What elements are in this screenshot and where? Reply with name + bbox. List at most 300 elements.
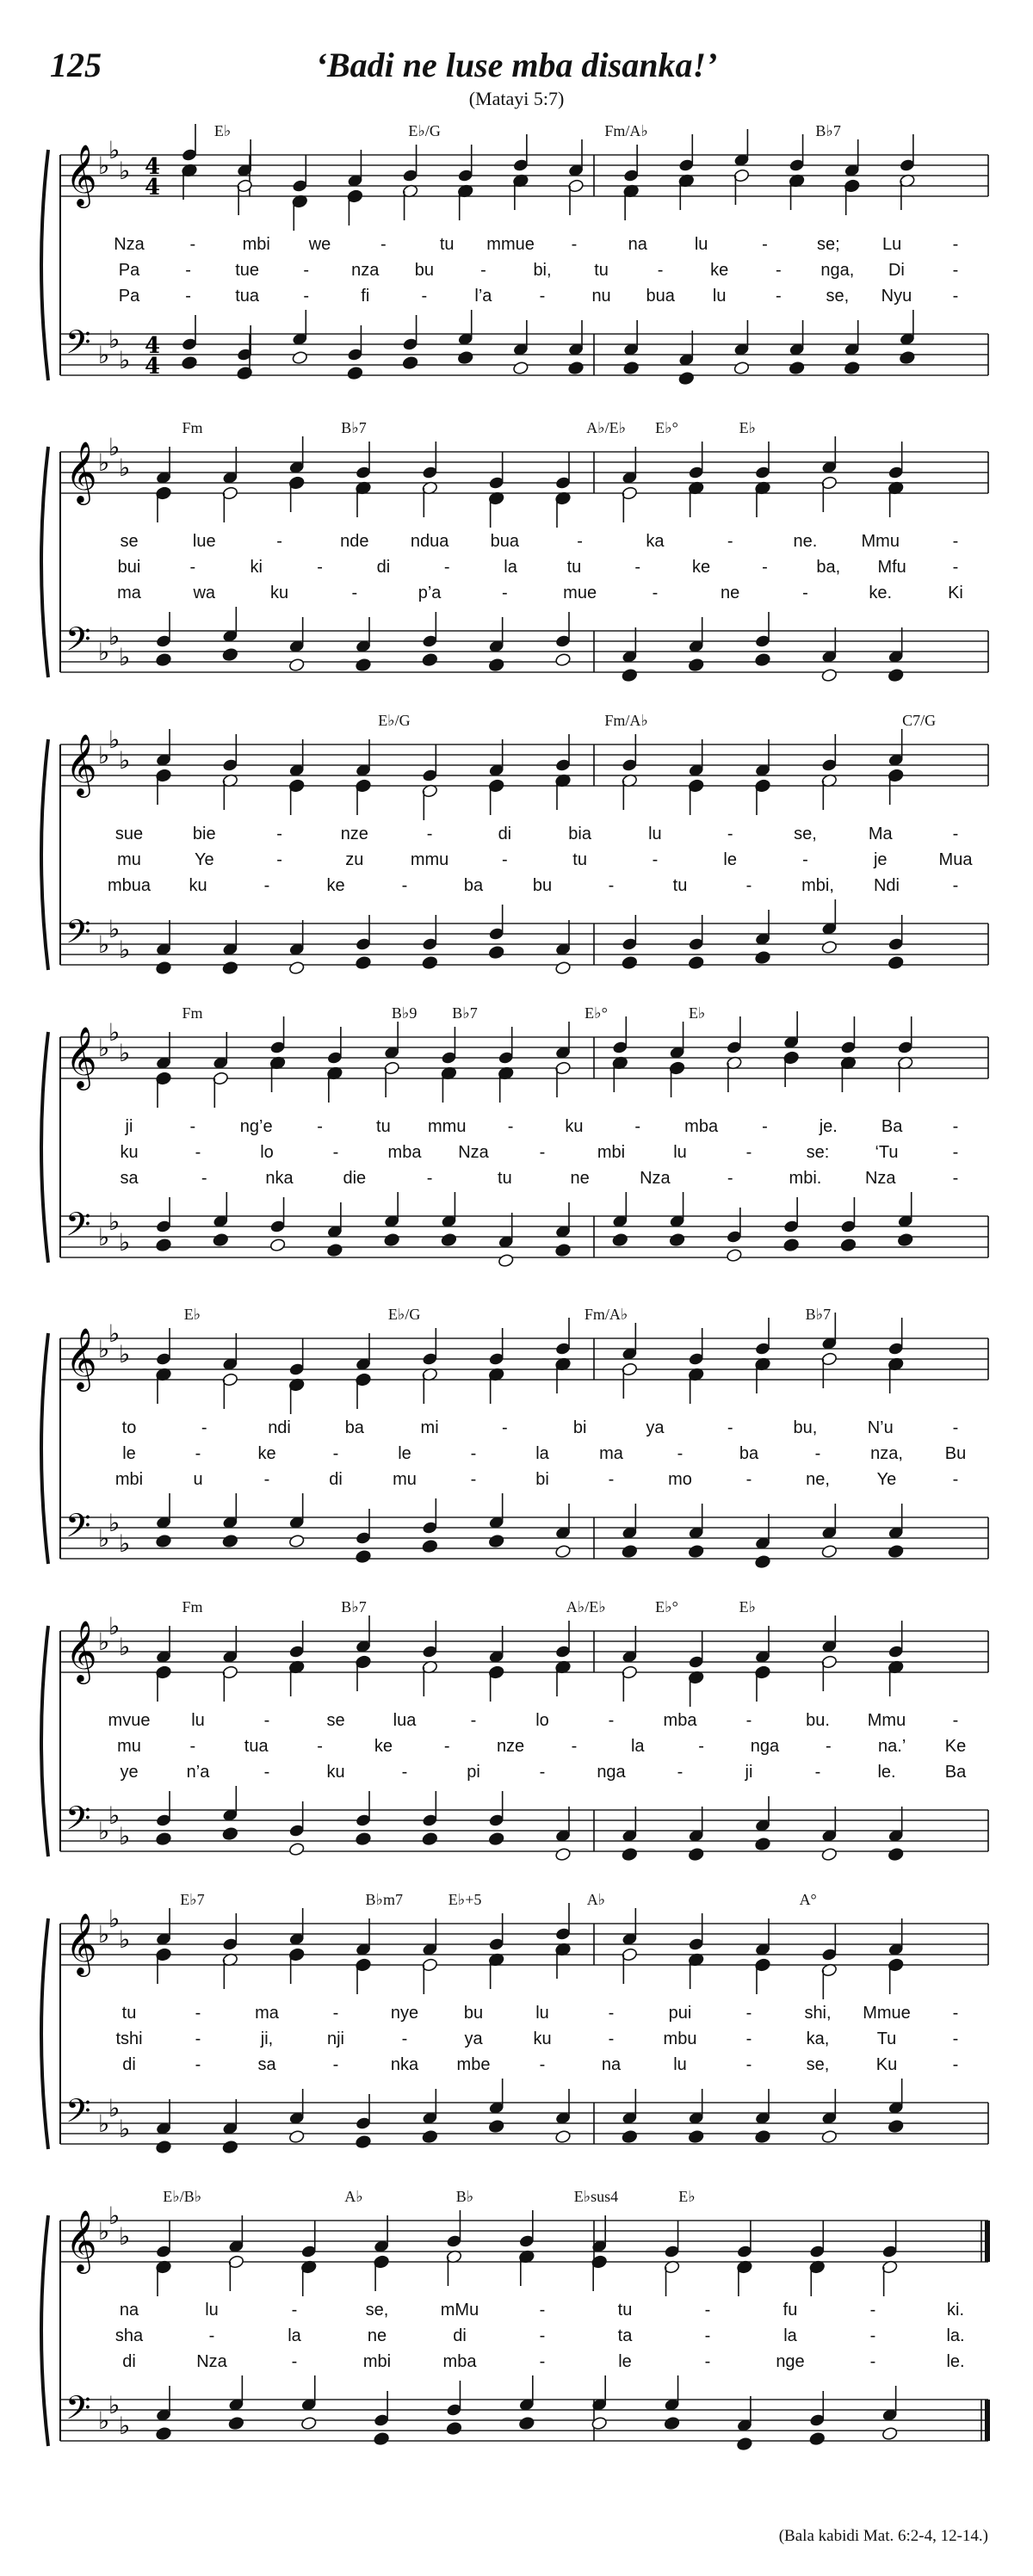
- note-head: [422, 1832, 438, 1846]
- lyric-syllable: tu: [498, 1169, 512, 1188]
- lyric-hyphen: -: [351, 584, 358, 602]
- flat-icon: ♭: [108, 915, 121, 943]
- chord-symbol: E♭sus4: [573, 2188, 619, 2205]
- lyric-syllable: nza: [351, 261, 380, 280]
- lyric-syllable: mbi: [114, 1470, 144, 1489]
- lyric-syllable: se: [120, 532, 139, 551]
- lyric-syllable: mu: [117, 1737, 141, 1756]
- lyric-hyphen: -: [745, 1470, 752, 1489]
- flat-icon: ♭: [108, 1509, 121, 1537]
- note-head: [422, 1539, 438, 1554]
- lyric-syllable: ji,: [260, 2029, 274, 2048]
- lyric-hyphen: -: [276, 850, 282, 869]
- note-head: [736, 2437, 752, 2451]
- lyric-syllable: la: [288, 2326, 301, 2345]
- lyric-hyphen: -: [189, 1117, 196, 1136]
- treble-staff: [60, 726, 988, 798]
- lyric-syllable: se,: [826, 287, 850, 306]
- lyric-hyphen: -: [332, 1444, 339, 1463]
- lyric-syllable: nga: [750, 1737, 780, 1756]
- lyric-syllable: shi,: [804, 2004, 832, 2023]
- lyric-hyphen: -: [380, 235, 387, 254]
- flat-icon: ♭: [108, 726, 121, 754]
- lyric-hyphen: -: [952, 532, 959, 551]
- flat-icon: ♭: [98, 448, 110, 477]
- lyric-syllable: mvue: [108, 1711, 151, 1730]
- lyric-syllable: Nza: [864, 1169, 896, 1188]
- lyric-syllable: ku: [533, 2029, 552, 2048]
- lyric-syllable: se,: [806, 2055, 830, 2074]
- lyric-syllable: mo: [668, 1470, 692, 1489]
- lyric-syllable: bu: [463, 2004, 484, 2023]
- final-barline: [985, 2221, 990, 2262]
- lyric-syllable: mba: [442, 2352, 477, 2371]
- lyric-syllable: tu: [121, 2004, 137, 2023]
- lyric-syllable: ba,: [816, 558, 841, 577]
- lyric-hyphen: -: [502, 584, 508, 602]
- flat-icon: ♭: [108, 1018, 121, 1047]
- lyric-syllable: se,: [365, 2301, 389, 2320]
- music-system-8: [41, 2188, 990, 2451]
- lyric-syllable: Ba: [944, 1763, 967, 1782]
- flat-icon: ♭: [98, 930, 110, 959]
- note-head: [622, 668, 638, 683]
- lyric-syllable: la.: [946, 2326, 965, 2345]
- note-head: [269, 1238, 286, 1252]
- lyric-syllable: lo: [260, 1143, 274, 1162]
- system-brace: [41, 1032, 48, 1263]
- lyric-syllable: tue: [235, 261, 260, 280]
- lyric-syllable: Ndi: [873, 876, 900, 895]
- lyric-hyphen: -: [195, 1444, 201, 1463]
- lyric-hyphen: -: [952, 1117, 959, 1136]
- lyric-syllable: le.: [877, 1763, 896, 1782]
- chord-symbol: B♭7: [815, 122, 841, 139]
- lyric-syllable: nza,: [870, 1444, 903, 1463]
- lyric-hyphen: -: [745, 876, 752, 895]
- lyric-hyphen: -: [276, 532, 282, 551]
- lyric-hyphen: -: [802, 584, 808, 602]
- lyric-syllable: ba: [739, 1444, 759, 1463]
- lyric-syllable: N’u: [867, 1418, 894, 1437]
- lyric-syllable: n’a: [186, 1763, 210, 1782]
- bass-clef-icon: 𝄢: [65, 2388, 91, 2435]
- lyric-syllable: l’a: [474, 287, 492, 306]
- lyric-syllable: Nza: [196, 2352, 227, 2371]
- note-head: [488, 658, 504, 672]
- note-head: [355, 955, 371, 970]
- lyric-syllable: Nza: [114, 235, 145, 254]
- treble-staff: [60, 1319, 988, 1392]
- lyric-syllable: lu: [535, 2004, 549, 2023]
- note-head: [155, 2426, 171, 2441]
- lyric-syllable: tu: [672, 876, 688, 895]
- lyric-syllable: bu: [414, 261, 434, 280]
- note-head: [622, 1544, 638, 1559]
- lyric-hyphen: -: [303, 287, 310, 306]
- time-signature: 4: [145, 354, 161, 380]
- treble-clef-icon: 𝄞: [65, 2208, 97, 2271]
- lyric-syllable: nka: [265, 1169, 294, 1188]
- lyric-syllable: bi,: [533, 261, 552, 280]
- note-head: [457, 350, 473, 365]
- lyric-hyphen: -: [577, 532, 583, 551]
- lyric-syllable: ji: [745, 1763, 753, 1782]
- chord-symbol: C7/G: [902, 712, 937, 729]
- note-head: [326, 1243, 343, 1257]
- lyric-syllable: zu: [345, 850, 364, 869]
- lyric-syllable: Nza: [458, 1143, 489, 1162]
- treble-clef-icon: 𝄞: [65, 1326, 97, 1389]
- lyric-syllable: le: [723, 850, 737, 869]
- lyric-hyphen: -: [401, 876, 408, 895]
- flat-icon: ♭: [108, 2202, 121, 2230]
- lyric-hyphen: -: [263, 876, 270, 895]
- bass-clef-icon: 𝄢: [65, 620, 91, 666]
- note-head: [288, 2129, 305, 2144]
- note-head: [446, 2421, 462, 2436]
- lyric-syllable: bi: [535, 1470, 549, 1489]
- lyric-syllable: bi: [572, 1418, 587, 1437]
- system-brace: [41, 2215, 48, 2446]
- lyric-hyphen: -: [317, 1737, 323, 1756]
- chord-symbol: E♭°: [655, 419, 678, 436]
- note-head: [821, 668, 838, 683]
- lyric-syllable: ndi: [268, 1418, 291, 1437]
- note-head: [688, 955, 704, 970]
- flat-icon: ♭: [119, 643, 131, 671]
- bass-staff: [60, 2388, 990, 2441]
- lyric-syllable: nze: [340, 825, 368, 843]
- flat-icon: ♭: [119, 1340, 131, 1368]
- flat-icon: ♭: [108, 1905, 121, 1933]
- lyric-syllable: mbi,: [801, 876, 834, 895]
- lyric-syllable: la: [535, 1444, 549, 1463]
- lyric-syllable: ke: [257, 1444, 276, 1463]
- lyric-syllable: Pa: [118, 261, 140, 280]
- lyric-syllable: ku: [189, 876, 207, 895]
- lyric-hyphen: -: [775, 261, 782, 280]
- flat-icon: ♭: [108, 1801, 121, 1830]
- note-head: [422, 652, 438, 667]
- chord-symbol: Fm/A♭: [604, 122, 648, 139]
- lyric-hyphen: -: [470, 1711, 477, 1730]
- note-head: [821, 1544, 838, 1559]
- lyric-hyphen: -: [502, 850, 508, 869]
- note-head: [554, 1544, 571, 1559]
- note-head: [669, 1232, 685, 1247]
- note-head: [512, 361, 529, 375]
- lyric-syllable: ki.: [947, 2301, 964, 2320]
- lyric-hyphen: -: [952, 558, 959, 577]
- lyric-hyphen: -: [195, 2004, 201, 2023]
- lyric-hyphen: -: [185, 261, 191, 280]
- lyric-syllable: nka: [390, 2055, 419, 2074]
- note-head: [554, 1847, 571, 1862]
- lyric-syllable: ji: [125, 1117, 133, 1136]
- lyric-hyphen: -: [814, 1763, 821, 1782]
- lyric-hyphen: -: [952, 2029, 959, 2048]
- lyric-hyphen: -: [571, 1737, 578, 1756]
- lyric-syllable: Ye: [194, 850, 214, 869]
- lyric-hyphen: -: [539, 2352, 546, 2371]
- note-head: [789, 361, 805, 375]
- lyric-syllable: lu: [191, 1711, 205, 1730]
- lyric-syllable: Di: [888, 261, 905, 280]
- lyric-hyphen: -: [608, 1711, 615, 1730]
- note-head: [155, 1238, 171, 1252]
- flat-icon: ♭: [108, 136, 121, 164]
- note-head: [155, 2140, 171, 2154]
- note-head: [422, 2129, 438, 2144]
- music-system-7: [41, 1891, 988, 2154]
- flat-icon: ♭: [98, 1034, 110, 1062]
- lyric-hyphen: -: [539, 2301, 546, 2320]
- lyric-hyphen: -: [539, 1763, 546, 1782]
- lyric-hyphen: -: [952, 876, 959, 895]
- lyric-hyphen: -: [869, 2301, 876, 2320]
- flat-icon: ♭: [98, 1817, 110, 1845]
- flat-icon: ♭: [119, 1529, 131, 1558]
- lyric-hyphen: -: [762, 1117, 768, 1136]
- lyric-syllable: bu: [532, 876, 553, 895]
- treble-staff: [60, 433, 988, 505]
- lyric-syllable: tu: [566, 558, 582, 577]
- lyric-syllable: mi: [420, 1418, 439, 1437]
- treble-staff: [60, 1905, 988, 1977]
- music-system-5: [41, 1306, 988, 1569]
- flat-icon: ♭: [98, 1335, 110, 1363]
- flat-icon: ♭: [119, 1925, 131, 1954]
- bass-clef-icon: 𝄢: [65, 1799, 91, 1845]
- lyric-syllable: lo: [535, 1711, 549, 1730]
- bass-staff: [60, 2091, 988, 2144]
- lyric-syllable: na: [601, 2055, 622, 2074]
- lyric-hyphen: -: [426, 825, 433, 843]
- treble-clef-icon: 𝄞: [65, 1912, 97, 1974]
- lyric-syllable: nze: [496, 1737, 525, 1756]
- note-head: [292, 350, 308, 365]
- lyric-hyphen: -: [189, 235, 196, 254]
- hymn-title: ‘Badi ne luse mba disanka!’: [315, 46, 718, 84]
- note-head: [888, 1847, 904, 1862]
- lyric-syllable: mu: [117, 850, 141, 869]
- note-head: [888, 955, 904, 970]
- note-head: [897, 1232, 913, 1247]
- lyric-syllable: ya: [646, 1418, 665, 1437]
- music-system-2: [41, 419, 988, 683]
- lyric-syllable: ke: [326, 876, 345, 895]
- lyric-syllable: Mua: [938, 850, 973, 869]
- lyric-hyphen: -: [952, 2055, 959, 2074]
- flat-icon: ♭: [119, 2115, 131, 2143]
- note-head: [441, 1232, 457, 1247]
- lyric-hyphen: -: [952, 235, 959, 254]
- note-head: [384, 1232, 400, 1247]
- lyric-syllable: le: [398, 1444, 411, 1463]
- system-brace: [41, 150, 48, 380]
- note-head: [222, 1534, 238, 1548]
- lyric-syllable: mu: [393, 1470, 417, 1489]
- system-brace: [41, 1626, 48, 1856]
- note-head: [355, 2134, 371, 2149]
- note-head: [181, 355, 197, 370]
- lyric-syllable: ng’e: [239, 1117, 273, 1136]
- lyric-syllable: tua: [235, 287, 260, 306]
- lyric-syllable: mbi.: [789, 1169, 822, 1188]
- bass-clef-icon: 𝄢: [65, 1205, 91, 1251]
- chord-symbol: B♭7: [341, 419, 367, 436]
- lyric-hyphen: -: [727, 1418, 733, 1437]
- flat-icon: ♭: [108, 2094, 121, 2122]
- lyric-hyphen: -: [470, 1470, 477, 1489]
- lyric-syllable: Nza: [640, 1169, 671, 1188]
- note-head: [622, 2129, 638, 2144]
- note-head: [155, 652, 171, 667]
- note-head: [222, 2140, 238, 2154]
- lyric-syllable: nye: [390, 2004, 419, 2023]
- lyric-hyphen: -: [426, 1169, 433, 1188]
- flat-icon: ♭: [119, 157, 131, 185]
- lyric-hyphen: -: [201, 1418, 207, 1437]
- lyric-hyphen: -: [952, 1470, 959, 1489]
- lyric-syllable: bie: [192, 825, 216, 843]
- lyric-syllable: ne: [367, 2326, 387, 2345]
- flat-icon: ♭: [98, 2217, 110, 2246]
- lyric-hyphen: -: [869, 2326, 876, 2345]
- system-brace: [41, 739, 48, 970]
- note-head: [237, 366, 253, 380]
- final-barline: [985, 2400, 990, 2441]
- lyric-syllable: di: [122, 2352, 136, 2371]
- bass-clef-icon: 𝄢: [65, 912, 91, 959]
- flat-icon: ♭: [98, 741, 110, 769]
- lyric-syllable: fi: [361, 287, 370, 306]
- chord-symbol: A♭/E♭: [566, 1598, 606, 1615]
- lyric-syllable: bia: [568, 825, 591, 843]
- note-head: [821, 940, 838, 954]
- chord-symbol: E♭: [183, 1306, 201, 1323]
- lyric-hyphen: -: [745, 2055, 752, 2074]
- note-head: [688, 658, 704, 672]
- lyric-syllable: mmu: [428, 1117, 467, 1136]
- lyric-syllable: die: [343, 1169, 367, 1188]
- bass-staff: [60, 620, 988, 672]
- lyric-syllable: na: [628, 235, 647, 254]
- lyric-hyphen: -: [657, 261, 664, 280]
- lyric-hyphen: -: [704, 2326, 711, 2345]
- lyric-hyphen: -: [263, 1470, 270, 1489]
- note-head: [222, 647, 238, 662]
- lyric-syllable: nga: [597, 1763, 626, 1782]
- lyric-hyphen: -: [634, 1117, 641, 1136]
- lyric-syllable: bu.: [806, 1711, 830, 1730]
- lyric-hyphen: -: [634, 558, 641, 577]
- note-head: [888, 668, 904, 683]
- lyric-syllable: mbi: [597, 1143, 626, 1162]
- lyric-hyphen: -: [185, 287, 191, 306]
- lyric-hyphen: -: [189, 1737, 196, 1756]
- chord-symbol: Fm/A♭: [584, 1306, 628, 1323]
- note-head: [567, 361, 584, 375]
- lyric-hyphen: -: [698, 1737, 704, 1756]
- lyric-syllable: pui: [668, 2004, 692, 2023]
- lyric-syllable: mmue: [486, 235, 535, 254]
- flat-icon: ♭: [108, 2391, 121, 2419]
- lyric-hyphen: -: [507, 1117, 514, 1136]
- flat-icon: ♭: [119, 1039, 131, 1067]
- lyric-hyphen: -: [802, 850, 808, 869]
- chord-symbol: E♭/G: [408, 122, 441, 139]
- lyric-syllable: Mfu: [877, 558, 906, 577]
- note-head: [688, 2129, 704, 2144]
- note-head: [288, 1842, 305, 1856]
- lyric-syllable: Tu: [876, 2029, 897, 2048]
- lyric-hyphen: -: [263, 1763, 270, 1782]
- lyric-syllable: nde: [340, 532, 369, 551]
- lyric-hyphen: -: [869, 2352, 876, 2371]
- lyric-hyphen: -: [952, 1418, 959, 1437]
- lyric-hyphen: -: [745, 2004, 752, 2023]
- note-head: [844, 361, 860, 375]
- lyric-syllable: Ki: [948, 584, 963, 602]
- note-head: [809, 2431, 826, 2446]
- lyric-syllable: bua: [646, 287, 675, 306]
- scripture-reference: (Matayi 5:7): [468, 88, 565, 109]
- lyric-syllable: ya: [464, 2029, 483, 2048]
- note-head: [554, 652, 571, 667]
- lyric-syllable: mbi: [242, 235, 270, 254]
- lyric-syllable: lu: [673, 2055, 687, 2074]
- lyric-syllable: lua: [393, 1711, 417, 1730]
- flat-icon: ♭: [119, 2412, 131, 2440]
- flat-icon: ♭: [108, 1208, 121, 1236]
- lyric-syllable: le.: [946, 2352, 965, 2371]
- treble-clef-icon: 𝄞: [65, 1619, 97, 1682]
- lyric-syllable: ne,: [806, 1470, 830, 1489]
- treble-clef-icon: 𝄞: [65, 143, 97, 206]
- chord-symbol: E♭7: [180, 1891, 205, 1908]
- lyric-hyphen: -: [443, 558, 450, 577]
- treble-staff: [60, 1018, 988, 1090]
- time-signature: 4: [145, 154, 161, 180]
- lyric-syllable: se;: [816, 235, 840, 254]
- lyric-syllable: ma: [599, 1444, 623, 1463]
- chord-symbol: E♭: [739, 419, 757, 436]
- flat-icon: ♭: [119, 454, 131, 482]
- lyric-hyphen: -: [276, 825, 282, 843]
- note-head: [899, 350, 915, 365]
- note-head: [754, 1837, 770, 1851]
- lyric-syllable: se:: [806, 1143, 830, 1162]
- treble-staff: [60, 1612, 988, 1684]
- note-head: [222, 961, 238, 975]
- chord-symbol: E♭°: [585, 1004, 608, 1022]
- chord-symbol: E♭/B♭: [163, 2188, 202, 2205]
- lyric-syllable: di: [329, 1470, 343, 1489]
- chord-symbol: Fm: [182, 1004, 203, 1022]
- lyric-syllable: ne: [570, 1169, 590, 1188]
- lyric-syllable: ki: [250, 558, 263, 577]
- lyric-hyphen: -: [539, 2055, 546, 2074]
- lyric-syllable: ye: [120, 1763, 139, 1782]
- flat-icon: ♭: [108, 1319, 121, 1348]
- lyric-syllable: ku: [326, 1763, 345, 1782]
- bass-staff: [60, 1506, 988, 1559]
- bass-staff: [60, 912, 988, 965]
- lyric-syllable: le: [122, 1444, 136, 1463]
- lyric-hyphen: -: [652, 584, 659, 602]
